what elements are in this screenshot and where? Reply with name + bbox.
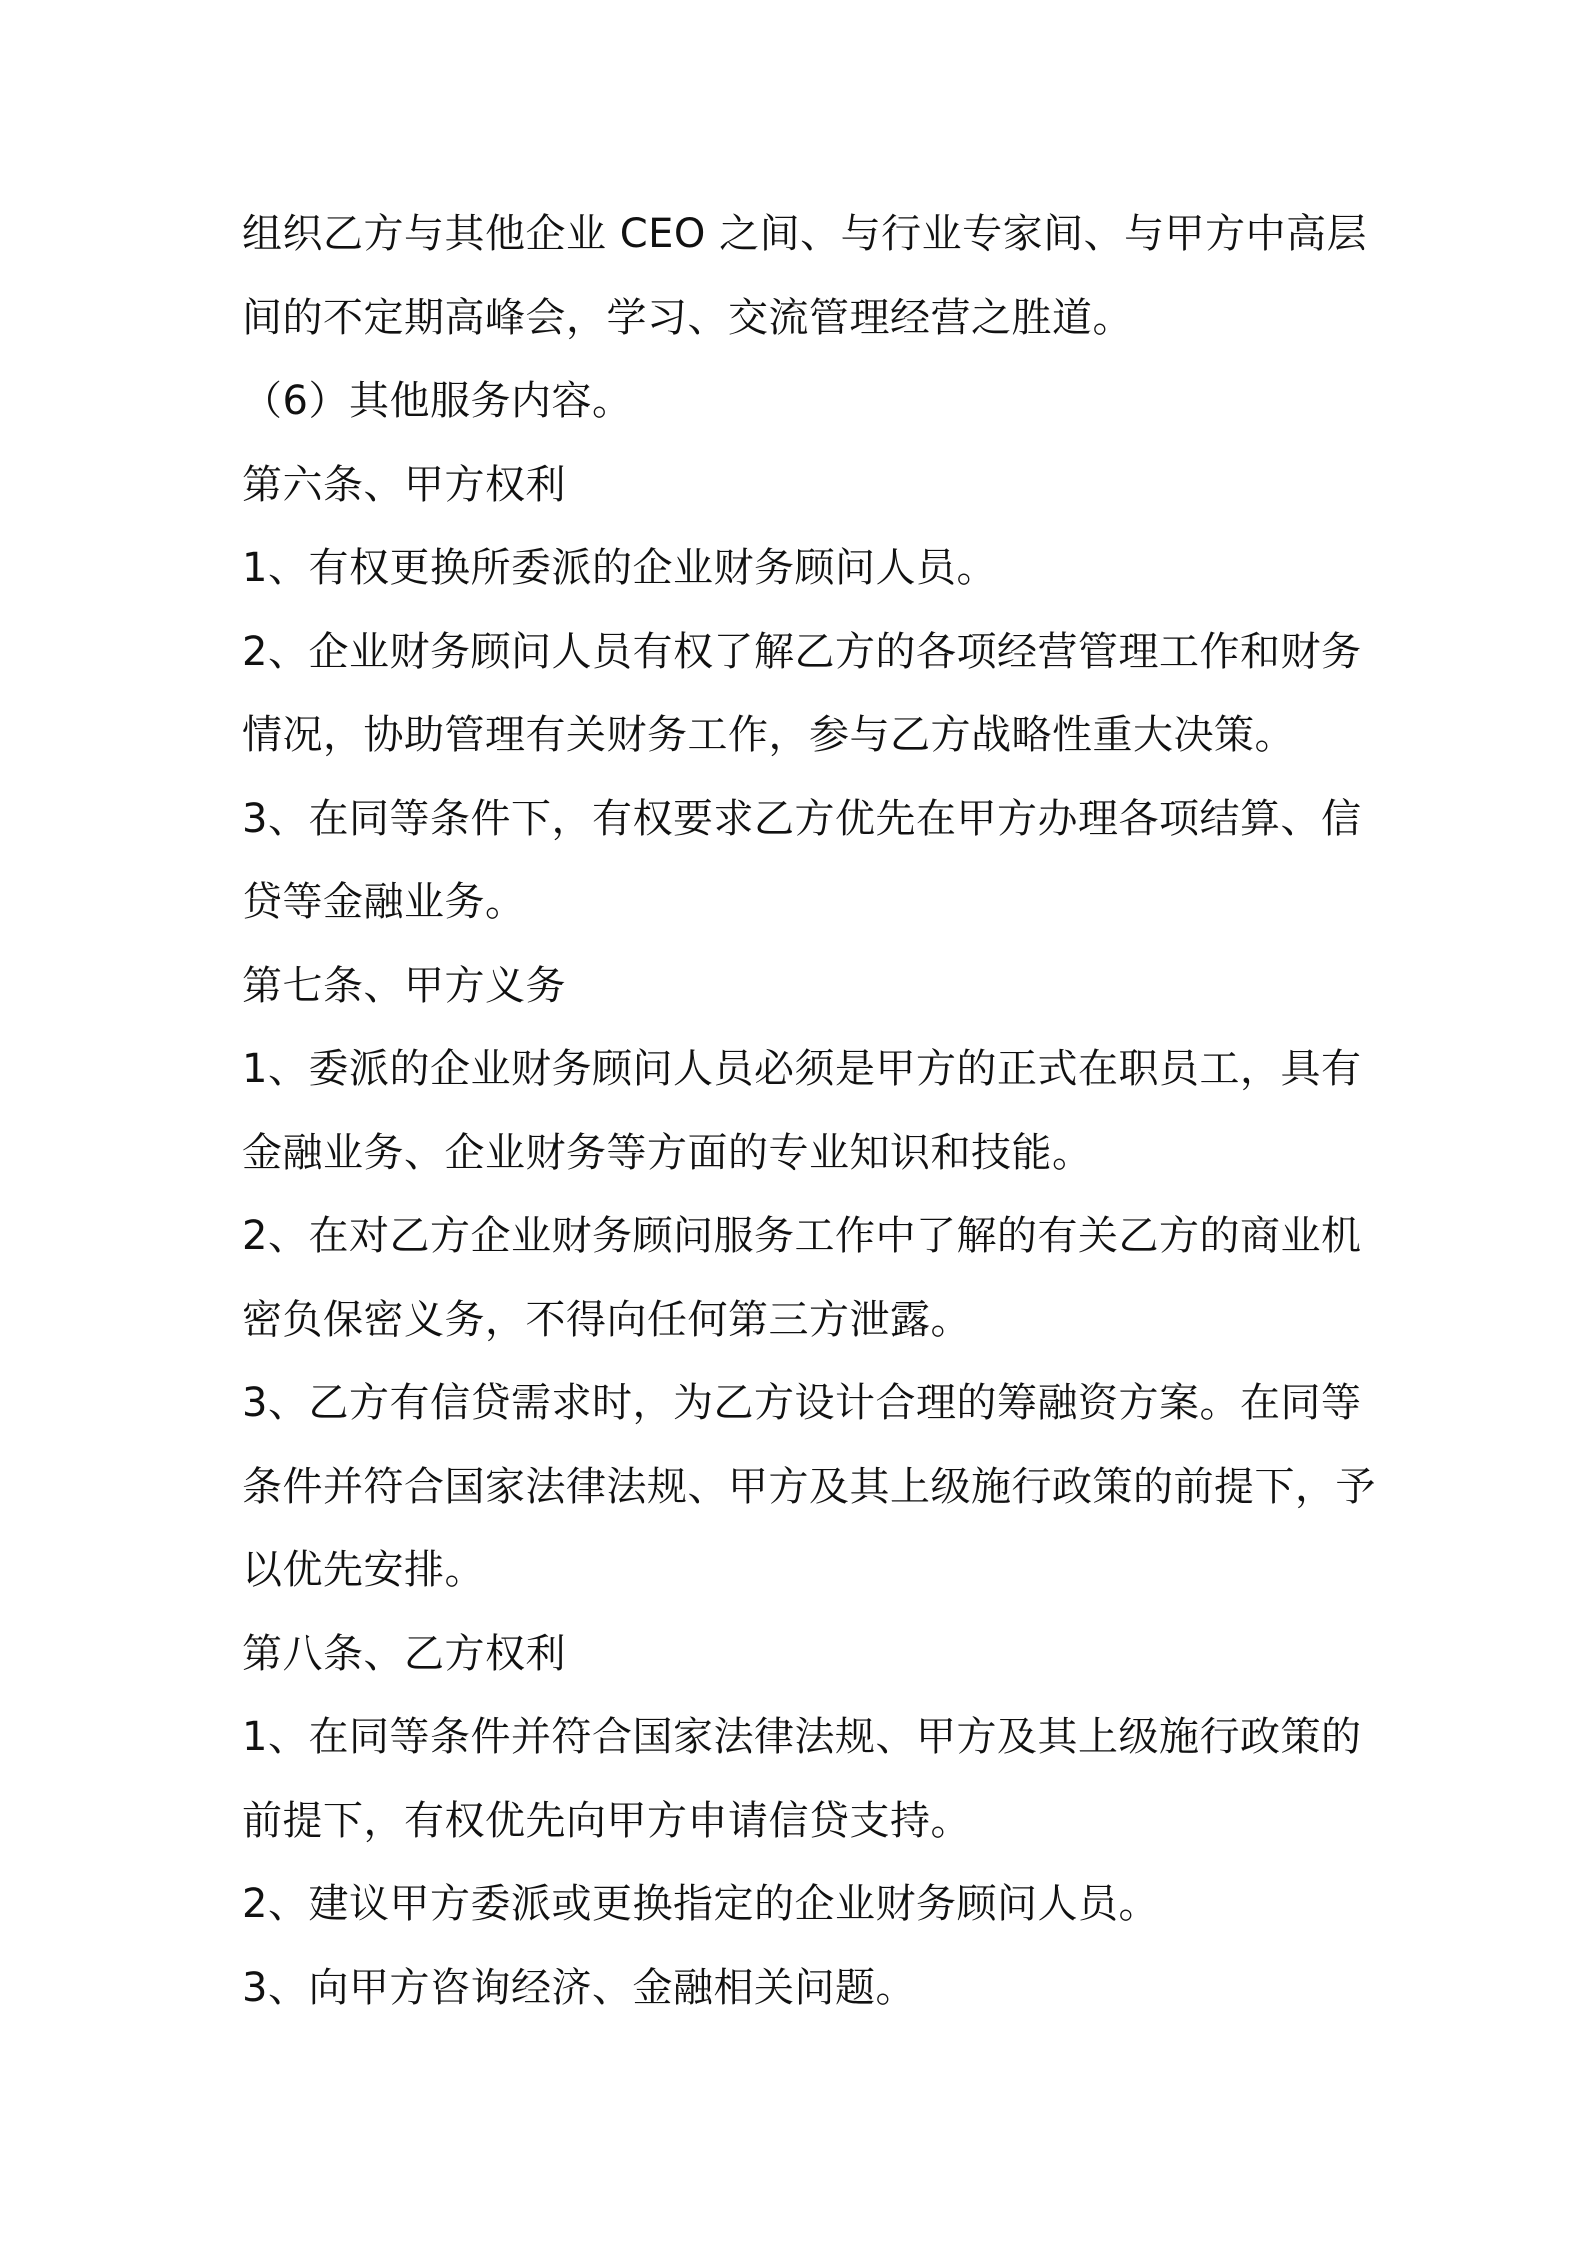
section-heading-article-7: 第七条、甲方义务 [242, 962, 566, 1009]
text-line: 金融业务、企业财务等方面的专业知识和技能。 [242, 1129, 1093, 1176]
list-item: 2、建议甲方委派或更换指定的企业财务顾问人员。 [242, 1881, 1159, 1927]
section-heading-article-6: 第六条、甲方权利 [242, 461, 566, 508]
text-line: 条件并符合国家法律法规、甲方及其上级施行政策的前提下，予 [242, 1463, 1376, 1510]
document-body [242, 193, 1376, 2030]
list-item: 3、在同等条件下，有权要求乙方优先在甲方办理各项结算、信 [242, 795, 1362, 842]
list-item: 3、向甲方咨询经济、金融相关问题。 [242, 1964, 916, 2011]
text-line: 以优先安排。 [242, 1547, 485, 1593]
text-line: 间的不定期高峰会，学习、交流管理经营之胜道。 [242, 294, 1133, 341]
text-line: 情况，协助管理有关财务工作，参与乙方战略性重大决策。 [242, 712, 1295, 758]
list-item: （6）其他服务内容。 [242, 378, 633, 424]
list-item: 1、在同等条件并符合国家法律法规、甲方及其上级施行政策的 [242, 1714, 1362, 1760]
list-item: 3、乙方有信贷需求时，为乙方设计合理的筹融资方案。在同等 [242, 1380, 1362, 1426]
section-heading-article-8: 第八条、乙方权利 [242, 1630, 566, 1677]
list-item: 1、有权更换所委派的企业财务顾问人员。 [242, 545, 997, 591]
list-item: 2、在对乙方企业财务顾问服务工作中了解的有关乙方的商业机 [242, 1213, 1362, 1259]
text-line: 贷等金融业务。 [242, 879, 526, 925]
text-line: 组织乙方与其他企业 CEO 之间、与行业专家间、与甲方中高层 [242, 211, 1368, 257]
text-line: 前提下，有权优先向甲方申请信贷支持。 [242, 1797, 971, 1844]
list-item: 1、委派的企业财务顾问人员必须是甲方的正式在职员工，具有 [242, 1046, 1362, 1092]
list-item: 2、企业财务顾问人员有权了解乙方的各项经营管理工作和财务 [242, 628, 1362, 675]
text-line: 密负保密义务，不得向任何第三方泄露。 [242, 1296, 971, 1343]
